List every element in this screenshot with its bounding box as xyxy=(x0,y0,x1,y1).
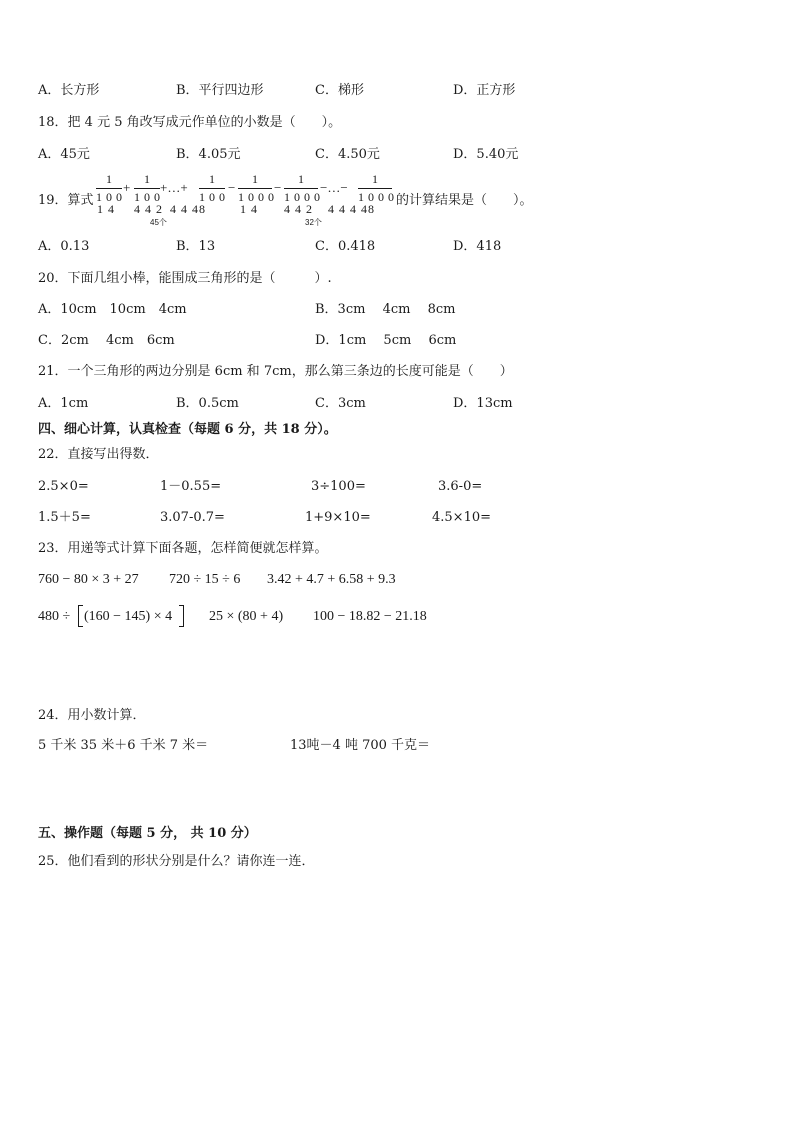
q24-item-1: 5 千米 35 米＋6 千米 7 米＝ xyxy=(38,738,209,753)
q21-stem: 21．一个三角形的两边分别是 6cm 和 7cm，那么第三条边的长度可能是（ ） xyxy=(38,364,513,379)
q19-under-den-1: 1 4 xyxy=(97,202,115,216)
q20-stem: 20．下面几组小棒，能围成三角形的是（ ）. xyxy=(38,271,332,286)
q22-item-4: 3.6-0= xyxy=(438,479,483,494)
q19-fraction-3-num: 1 xyxy=(209,172,215,186)
q23-expr-2: 720 ÷ 15 ÷ 6 xyxy=(169,572,241,587)
q23-expr-6: 100 − 18.82 − 21.18 xyxy=(313,609,427,624)
q19-under-den-2: 4 4 2 xyxy=(134,202,163,216)
q20-option-b: B．3cm 4cm 8cm xyxy=(315,302,456,317)
q19-op-3: − xyxy=(228,180,236,195)
q20-option-a: A．10cm 10cm 4cm xyxy=(38,302,187,317)
q21-option-b: B．0.5cm xyxy=(176,396,239,411)
q21-option-a: A．1cm xyxy=(38,396,89,411)
fraction-bar xyxy=(284,188,318,189)
q19-option-c: C．0.418 xyxy=(315,239,376,254)
q18-option-c: C．4.50元 xyxy=(315,147,380,162)
q19-fraction-1-num: 1 xyxy=(106,172,112,186)
q19-fraction-2-num: 1 xyxy=(144,172,150,186)
q25-stem: 25．他们看到的形状分别是什么？请你连一连． xyxy=(38,854,315,869)
section-5-heading: 五、操作题（每题 5 分， 共 10 分） xyxy=(38,826,257,841)
q21-option-d: D．13cm xyxy=(453,396,513,411)
q23-stem: 23．用递等式计算下面各题，怎样简便就怎样算。 xyxy=(38,541,328,556)
q22-item-7: 1+9×10= xyxy=(305,510,371,525)
q19-fraction-1-den: 100 xyxy=(96,190,126,204)
q23-expr-1: 760 − 80 × 3 + 27 xyxy=(38,572,139,587)
q19-fraction-4-den: 1000 xyxy=(238,190,278,204)
q19-op-5: −…− xyxy=(320,180,348,195)
q20-option-c: C．2cm 4cm 6cm xyxy=(38,333,175,348)
q20-option-d: D．1cm 5cm 6cm xyxy=(315,333,457,348)
q19-count-45: 45个 xyxy=(150,218,167,227)
q18-option-d: D．5.40元 xyxy=(453,147,519,162)
q17-option-b: B．平行四边形 xyxy=(176,83,264,98)
q19-option-a: A．0.13 xyxy=(38,239,90,254)
q18-option-a: A．45元 xyxy=(38,147,90,162)
q22-item-6: 3.07-0.7= xyxy=(160,510,225,525)
fraction-bar xyxy=(358,188,392,189)
q19-under-den-6: 4 4 4 48 xyxy=(328,202,375,216)
q19-op-2: +…+ xyxy=(160,180,188,195)
q18-stem: 18．把 4 元 5 角改写成元作单位的小数是（ ）。 xyxy=(38,115,342,130)
q18-option-b: B．4.05元 xyxy=(176,147,241,162)
q23-expr-4-prefix: 480 ÷ xyxy=(38,609,71,624)
q24-stem: 24．用小数计算． xyxy=(38,708,146,723)
section-4-heading: 四、细心计算，认真检查（每题 6 分，共 18 分）。 xyxy=(38,422,337,437)
q23-expr-5: 25 × (80 + 4) xyxy=(209,609,284,624)
q19-under-den-3: 4 4 48 xyxy=(170,202,206,216)
q23-expr-4-inner: (160 − 145) × 4 xyxy=(84,609,173,624)
fraction-bar xyxy=(134,188,160,189)
q19-fraction-4-num: 1 xyxy=(252,172,258,186)
right-square-bracket xyxy=(179,605,184,627)
q19-fraction-3-den: 100 xyxy=(199,190,229,204)
q21-option-c: C．3cm xyxy=(315,396,366,411)
q19-option-b: B．13 xyxy=(176,239,216,254)
q19-count-32: 32个 xyxy=(305,218,322,227)
q19-under-den-5: 4 4 2 xyxy=(284,202,313,216)
fraction-bar xyxy=(96,188,122,189)
q22-item-2: 1－0.55= xyxy=(160,479,222,494)
fraction-bar xyxy=(238,188,272,189)
q17-option-d: D．正方形 xyxy=(453,83,516,98)
q19-fraction-6-den: 1000 xyxy=(358,190,398,204)
q19-fraction-5-num: 1 xyxy=(298,172,304,186)
q19-option-d: D．418 xyxy=(453,239,502,254)
q17-option-c: C．梯形 xyxy=(315,83,364,98)
fraction-bar xyxy=(199,188,225,189)
q19-under-den-4: 1 4 xyxy=(240,202,258,216)
q22-stem: 22．直接写出得数． xyxy=(38,447,159,462)
q19-op-1: + xyxy=(123,180,131,195)
q22-item-8: 4.5×10= xyxy=(432,510,492,525)
left-square-bracket xyxy=(78,605,83,627)
q23-expr-3: 3.42 + 4.7 + 6.58 + 9.3 xyxy=(267,572,396,587)
q24-item-2: 13吨－4 吨 700 千克＝ xyxy=(290,738,431,753)
q22-item-1: 2.5×0= xyxy=(38,479,89,494)
q22-item-5: 1.5＋5= xyxy=(38,510,91,525)
q22-item-3: 3÷100= xyxy=(311,479,366,494)
q19-suffix: 的计算结果是（ ）。 xyxy=(396,193,533,208)
q17-option-a: A．长方形 xyxy=(38,83,100,98)
q19-op-4: − xyxy=(274,180,282,195)
q19-fraction-5-den: 1000 xyxy=(284,190,324,204)
q19-prefix: 19．算式 xyxy=(38,193,94,208)
q19-fraction-2-den: 100 xyxy=(134,190,164,204)
q19-fraction-6-num: 1 xyxy=(372,172,378,186)
